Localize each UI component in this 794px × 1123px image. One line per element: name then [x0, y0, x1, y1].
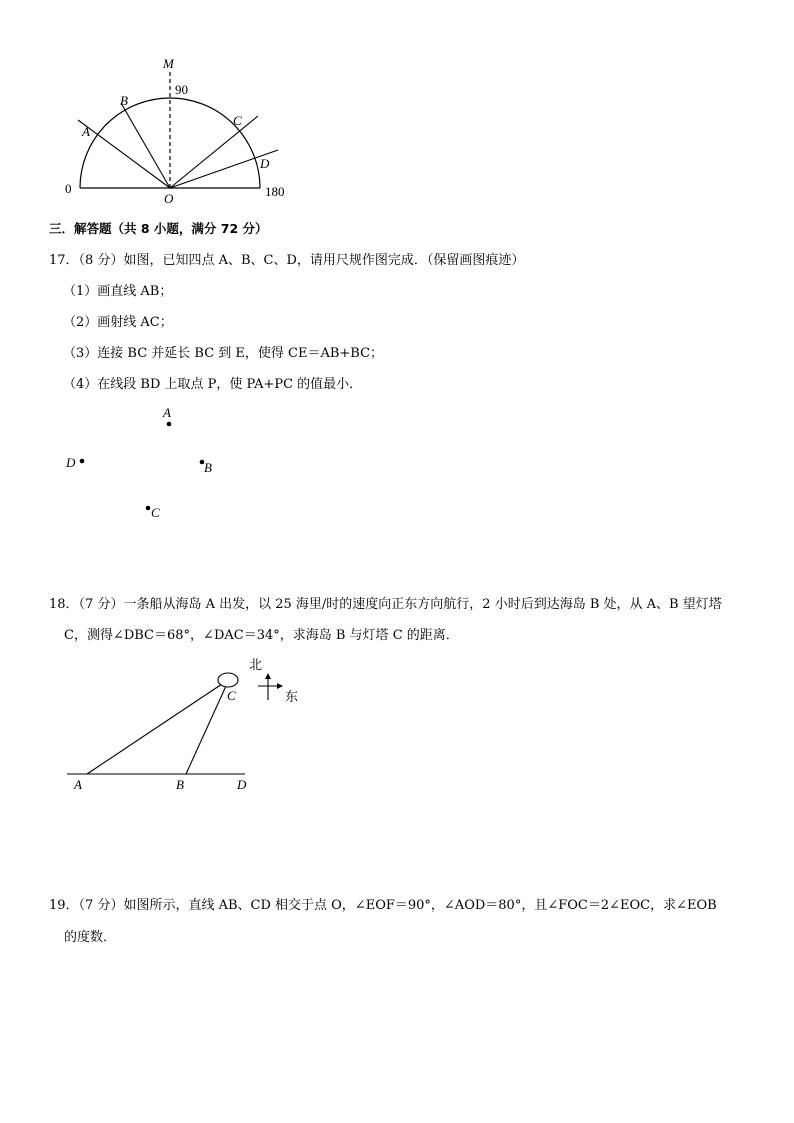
q17-label-d: D — [66, 455, 76, 470]
label-a: A — [82, 124, 90, 139]
q19-line-1: 19．（7 分）如图所示，直线 AB、CD 相交于点 O，∠EOF＝90°，∠AOD＝80°，且∠FOC＝2∠EOC，求∠EOB — [49, 898, 717, 913]
scale-90: 90 — [175, 82, 188, 97]
section-title: 三．解答题（共 8 小题，满分 72 分） — [49, 221, 268, 236]
q17-label-b: B — [204, 460, 212, 475]
q18-label-b: B — [176, 777, 184, 792]
label-b: B — [120, 93, 128, 108]
line-bc — [186, 686, 226, 774]
q17-label-a: A — [163, 405, 171, 420]
compass-north-arrow — [265, 673, 271, 679]
scale-180: 180 — [265, 184, 285, 199]
label-o: O — [164, 191, 174, 206]
q18-line-1: 18．（7 分）一条船从海岛 A 出发，以 25 海里/时的速度向正东方向航行，2 小时后到达海岛 B 处，从 A、B 望灯塔 — [49, 597, 722, 612]
compass-east-label: 东 — [285, 690, 299, 705]
q17-stem: 17．（8 分）如图，已知四点 A、B、C、D，请用尺规作图完成．（保留画图痕迹） — [49, 253, 525, 268]
q18-line-2: C，测得∠DBC＝68°，∠DAC＝34°，求海岛 B 与灯塔 C 的距离． — [64, 628, 459, 643]
q18-label-a: A — [74, 777, 82, 792]
line-ac — [87, 684, 222, 774]
q18-label-c: C — [227, 688, 236, 703]
q17-item-4: （4）在线段 BD 上取点 P，使 PA+PC 的值最小． — [63, 377, 363, 392]
q18-label-d: D — [237, 777, 247, 792]
scale-0: 0 — [65, 181, 72, 196]
label-d: D — [260, 156, 270, 171]
label-c: C — [233, 113, 242, 128]
q17-item-3: （3）连接 BC 并延长 BC 到 E，使得 CE＝AB+BC； — [63, 346, 384, 361]
lighthouse-c — [218, 673, 238, 687]
q17-item-2: （2）画射线 AC； — [63, 315, 173, 330]
q17-item-1: （1）画直线 AB； — [63, 284, 173, 299]
q17-label-c: C — [151, 505, 160, 520]
compass-east-arrow — [277, 683, 283, 689]
compass-north-label: 北 — [249, 658, 263, 673]
label-m: M — [163, 56, 174, 71]
q19-line-2: 的度数． — [64, 930, 117, 945]
